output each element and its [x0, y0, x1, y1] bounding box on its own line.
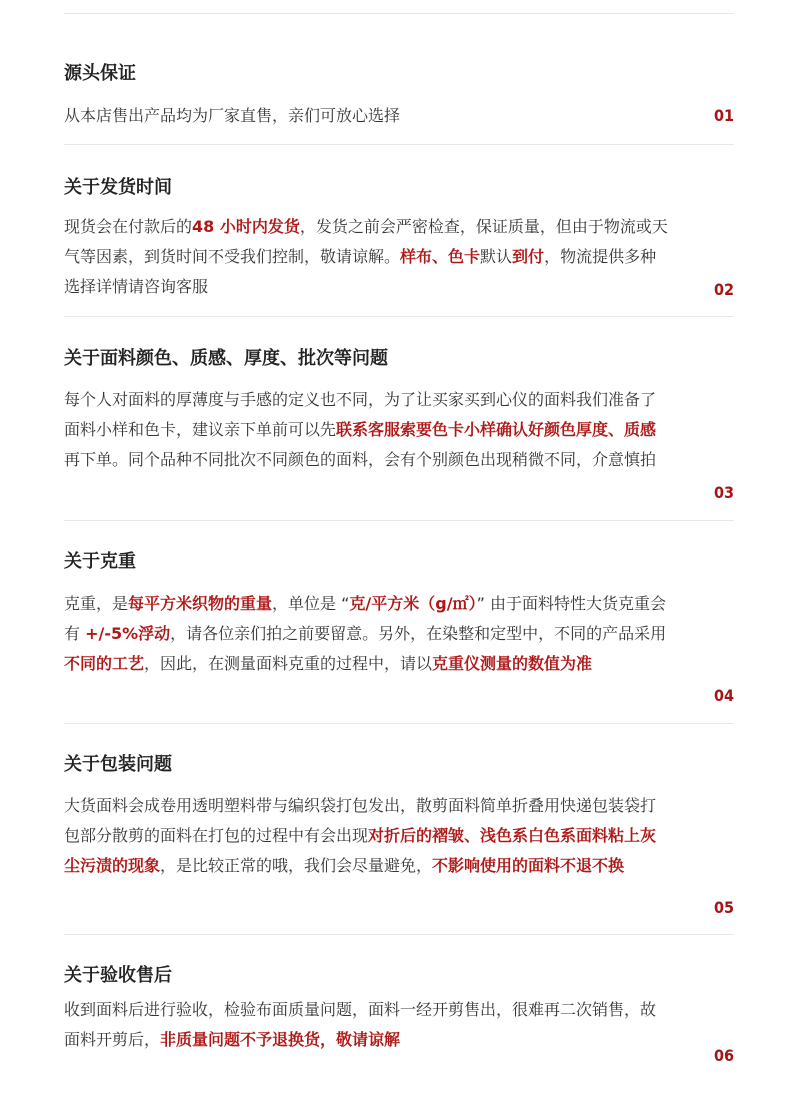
section-text	[64, 589, 668, 679]
highlighted-text: 到付	[512, 247, 545, 266]
text-segment: 收到面料后进行验收，检验布面质量问题，面料一经开剪售出，很难再二次销售，故面料开剪后，	[64, 1000, 657, 1049]
text-segment: 现货会在付款后的	[64, 217, 193, 236]
section-title: 源头保证	[64, 63, 136, 84]
divider	[64, 934, 734, 935]
text-segment: 每个人对面料的厚薄度与手感的定义也不同，为了让买家买到心仪的面料我们准备了面料小样和色卡，建议亲下单前可以先	[64, 390, 657, 439]
section-title: 关于克重	[64, 551, 136, 572]
text-segment: ，是比较正常的哦，我们会尽量避免，	[160, 856, 433, 875]
section-gram-weight	[64, 550, 734, 712]
highlighted-text: 不影响使用的面料不退不换	[432, 856, 625, 875]
divider	[64, 723, 734, 724]
highlighted-text: 联系客服索要色卡小样确认好颜色厚度、质感	[336, 420, 657, 439]
highlighted-text: 克/平方米（g/㎡）	[349, 594, 477, 613]
text-segment: ，单位是 “	[272, 594, 350, 613]
text-segment: ，请各位亲们拍之前要留意。另外，在染整和定型中，不同的产品采用	[170, 624, 667, 643]
section-title: 关于包装问题	[64, 754, 172, 775]
section-text	[64, 791, 668, 881]
highlighted-text: 48 小时内发货	[192, 217, 300, 236]
text-segment: ，发货之前会严密检查，保证质量，但由于物流或天气等因素，到货时间不受我们控制，敬请谅解。	[64, 217, 668, 266]
section-after-sales	[64, 964, 734, 1074]
section-number: 01	[713, 106, 734, 125]
highlighted-text: 每平方米织物的重量	[128, 594, 273, 613]
divider	[64, 144, 734, 145]
divider	[64, 520, 734, 521]
text-segment: 再下单。同个品种不同批次不同颜色的面料，会有个别颜色出现稍微不同，介意慎拍	[64, 450, 657, 469]
section-packaging	[64, 753, 734, 918]
section-text	[64, 212, 668, 302]
text-segment: 默认	[480, 247, 513, 266]
section-fabric-color	[64, 347, 734, 509]
text-segment: 大货面料会成卷用透明塑料带与编织袋打包发出，散剪面料简单折叠用快递包装袋打包部分散剪的面料在打包的过程中有会出现	[64, 796, 657, 845]
highlighted-text: +/-5%浮动	[85, 624, 171, 643]
section-text	[64, 101, 668, 131]
text-segment: ，因此，在测量面料克重的过程中，请以	[144, 654, 433, 673]
text-segment: ，物流提供多种选择详情请咨询客服	[64, 247, 657, 296]
highlighted-text: 对折后的褶皱、浅色系白色系面料粘上灰尘污渍的现象	[64, 826, 657, 875]
highlighted-text: 不同的工艺	[64, 654, 145, 673]
section-source-guarantee	[64, 62, 734, 132]
section-title: 关于面料颜色、质感、厚度、批次等问题	[64, 348, 388, 369]
section-shipping-time	[64, 176, 734, 306]
divider	[64, 13, 734, 14]
section-number: 04	[713, 686, 734, 705]
highlighted-text: 克重仪测量的数值为准	[432, 654, 593, 673]
section-title: 关于验收售后	[64, 965, 172, 986]
section-number: 03	[713, 483, 734, 502]
section-number: 05	[713, 898, 734, 917]
highlighted-text: 样布、色卡	[400, 247, 481, 266]
text-segment: 克重，是	[64, 594, 129, 613]
text-segment: 从本店售出产品均为厂家直售，亲们可放心选择	[64, 106, 401, 125]
section-number: 06	[713, 1046, 734, 1065]
section-number: 02	[713, 280, 734, 299]
highlighted-text: 非质量问题不予退换货，敬请谅解	[160, 1030, 401, 1049]
section-text	[64, 995, 668, 1055]
text-segment: ” 由于面料特性大货克重会有	[64, 594, 666, 643]
section-title: 关于发货时间	[64, 177, 172, 198]
section-text	[64, 385, 668, 475]
divider	[64, 316, 734, 317]
